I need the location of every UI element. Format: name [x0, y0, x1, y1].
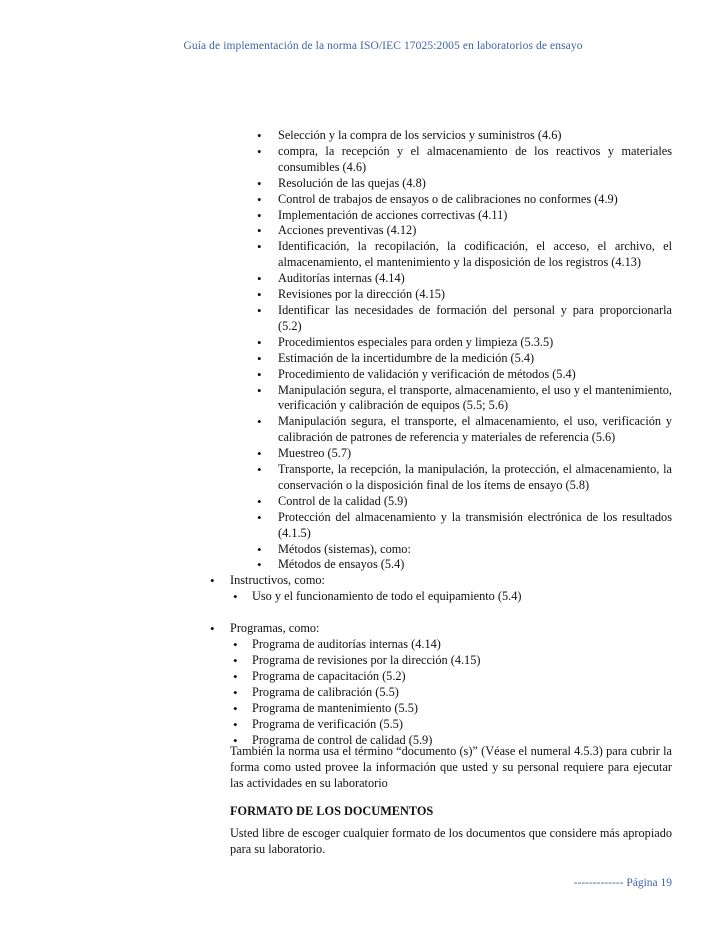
- list-item: • Uso y el funcionamiento de todo el equipamiento (5.4): [230, 589, 672, 605]
- list-item-instructivos: [204, 573, 672, 605]
- list-item: • Transporte, la recepción, la manipulación, la protección, el almacenamiento, la conservación o la disposición final de los ítems de ensayo (5.8): [230, 462, 672, 494]
- list-item: • Muestreo (5.7): [230, 446, 672, 462]
- page-number: ------------- Página 19: [573, 877, 672, 889]
- list-item: • Protección del almacenamiento y la transmisión electrónica de los resultados (4.1.5): [230, 510, 672, 542]
- list-item: • Resolución de las quejas (4.8): [230, 176, 672, 192]
- list-item: • Programa de auditorías internas (4.14): [230, 637, 672, 653]
- list-item: • Procedimientos especiales para orden y limpieza (5.3.5): [230, 335, 672, 351]
- list-item: • Manipulación segura, el transporte, almacenamiento, el uso y el mantenimiento, verificación y calibración de equipos (5.5; 5.6): [230, 383, 672, 415]
- list-item: • Procedimiento de validación y verificación de métodos (5.4): [230, 367, 672, 383]
- list-item: • Identificación, la recopilación, la codificación, el acceso, el archivo, el almacenamiento, el mantenimiento y la disposición de los registros (4.13): [230, 239, 672, 271]
- instructivos-label: Instructivos, como:: [230, 573, 325, 588]
- list-item: • Programa de control de calidad (5.9): [230, 733, 672, 749]
- paragraph-document-format: Usted libre de escoger cualquier formato de los documentos que considere más apropiado para su laboratorio.: [230, 826, 672, 856]
- list-item: • Métodos (sistemas), como:: [230, 542, 672, 558]
- list-item: • Auditorías internas (4.14): [230, 271, 672, 287]
- list-item: • Programa de revisiones por la dirección (4.15): [230, 653, 672, 669]
- section-heading: FORMATO DE LOS DOCUMENTOS: [230, 804, 434, 818]
- list-item: • Programa de capacitación (5.2): [230, 669, 672, 685]
- list-item: • Programa de verificación (5.5): [230, 717, 672, 733]
- list-item: • Control de trabajos de ensayos o de calibraciones no conformes (4.9): [230, 192, 672, 208]
- list-item: • Identificar las necesidades de formación del personal y para proporcionarla (5.2): [230, 303, 672, 335]
- list-item-programas: [204, 621, 672, 748]
- list-item: • Manipulación segura, el transporte, el almacenamiento, el uso, verificación y calibración de patrones de referencia y materiales de referencia (5.6): [230, 414, 672, 446]
- document-body: [230, 128, 672, 748]
- list-item: • Revisiones por la dirección (4.15): [230, 287, 672, 303]
- paragraph-documento-term: También la norma usa el término “documento (s)” (Véase el numeral 4.5.3) para cubrir la forma como usted provee la información que usted y su personal requiere para ejecutar las actividades en su laboratorio: [230, 744, 672, 790]
- list-item: • Acciones preventivas (4.12): [230, 223, 672, 239]
- list-item: • Estimación de la incertidumbre de la medición (5.4): [230, 351, 672, 367]
- procedures-list: [230, 128, 672, 573]
- programas-list: [230, 637, 672, 748]
- list-item: • Selección y la compra de los servicios y suministros (4.6): [230, 128, 672, 144]
- list-item: • Programa de mantenimiento (5.5): [230, 701, 672, 717]
- list-item: • Programa de calibración (5.5): [230, 685, 672, 701]
- instructivos-list: [230, 589, 672, 605]
- list-item: • Control de la calidad (5.9): [230, 494, 672, 510]
- page-header: Guía de implementación de la norma ISO/IEC 17025:2005 en laboratorios de ensayo: [183, 40, 583, 52]
- list-item: • Métodos de ensayos (5.4): [230, 557, 672, 573]
- list-item: • Implementación de acciones correctivas (4.11): [230, 208, 672, 224]
- document-types-list: [204, 573, 672, 748]
- programas-label: Programas, como:: [230, 621, 320, 636]
- list-item: • compra, la recepción y el almacenamiento de los reactivos y materiales consumibles (4.6): [230, 144, 672, 176]
